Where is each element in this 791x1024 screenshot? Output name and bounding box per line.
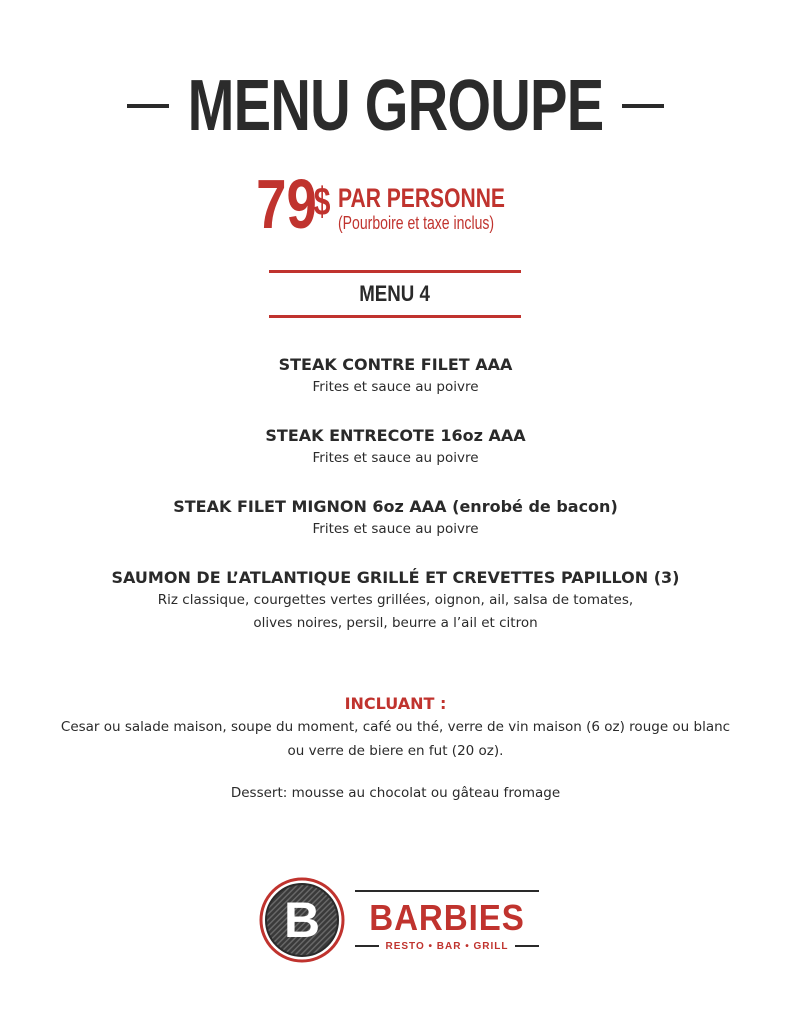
logo-name: BARBIES	[369, 897, 525, 938]
menu-item-name: STEAK CONTRE FILET AAA	[278, 355, 513, 374]
menu-item	[0, 567, 791, 635]
menu-item	[0, 425, 791, 470]
includes-title: INCLUANT :	[344, 694, 447, 713]
price-currency: $	[314, 180, 331, 224]
menu-item-name: STEAK FILET MIGNON 6oz AAA (enrobé de bacon)	[173, 497, 618, 516]
logo-tag-rule-left	[355, 945, 379, 947]
price-block	[0, 165, 791, 243]
menu-item-name: STEAK ENTRECOTE 16oz AAA	[265, 426, 526, 445]
menu-item-name: SAUMON DE L’ATLANTIQUE GRILLÉ ET CREVETTES PAPILLON (3)	[111, 568, 680, 587]
dessert-line: Dessert: mousse au chocolat ou gâteau fromage	[230, 785, 561, 801]
tax-note: (Pourboire et taxe inclus)	[337, 213, 494, 233]
title-dash-left	[127, 104, 169, 108]
logo-badge-icon	[259, 877, 345, 963]
per-person-label: PAR PERSONNE	[337, 183, 505, 213]
includes-block	[0, 693, 791, 763]
page-title: MENU GROUPE	[187, 66, 604, 146]
menu-item-desc: olives noires, persil, beurre a l’ail et citron	[253, 615, 538, 631]
logo-tagline: RESTO • BAR • GRILL	[385, 940, 509, 952]
title-row	[0, 66, 791, 146]
menu-item-desc: Riz classique, courgettes vertes grillées, oignon, ail, salsa de tomates,	[157, 592, 634, 608]
barbies-logo	[259, 877, 544, 963]
menu-number-label: MENU 4	[359, 281, 431, 306]
menu-item-desc: Frites et sauce au poivre	[312, 379, 479, 395]
menu-item	[0, 354, 791, 399]
logo-tag-rule-right	[515, 945, 539, 947]
menu-item	[0, 496, 791, 541]
includes-line: ou verre de biere en fut (20 oz).	[287, 743, 504, 759]
logo-tagline-row	[355, 939, 539, 953]
menu-number-box	[269, 270, 521, 318]
title-dash-right	[622, 104, 664, 108]
includes-line: Cesar ou salade maison, soupe du moment, café ou thé, verre de vin maison (6 oz) rouge ou blanc	[60, 719, 731, 735]
logo-rule	[355, 890, 539, 892]
price-text	[338, 184, 552, 234]
menu-items	[0, 354, 791, 661]
menu-item-desc: Frites et sauce au poivre	[312, 450, 479, 466]
price-amount: 79	[256, 165, 318, 243]
logo-letter: B	[283, 892, 321, 948]
menu-item-desc: Frites et sauce au poivre	[312, 521, 479, 537]
